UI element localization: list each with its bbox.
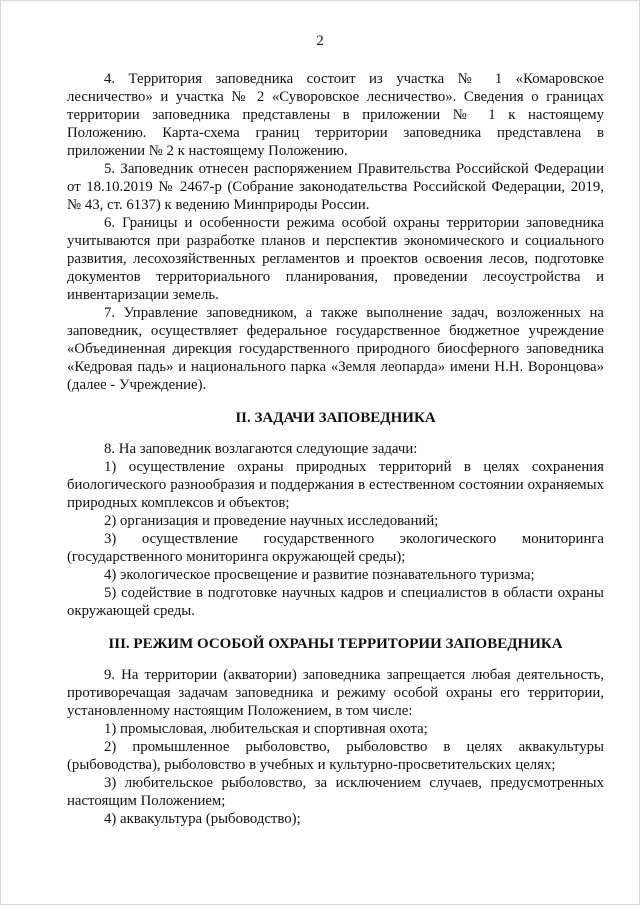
page-number: 2 — [316, 33, 324, 49]
paragraph-6: 6. Границы и особенности режима особой охраны территории заповедника учитываются при разработке планов и перспектив экономического и социального развития, лесохозяйственных регламентов и проектов освоения лесов, подготовке документов территориального планирования, проведении лесоустройства и инвентаризации земель. — [67, 215, 604, 303]
paragraph-4: 4. Территория заповедника состоит из участка № 1 «Комаровское лесничество» и участка № 2 «Суворовское лесничество». Сведения о границах территории заповедника представлены в приложении № 1 к настоящему Положению. Карта-схема границ территории заповедника представлена в приложении № 2 к настоящему Положению. — [67, 71, 604, 159]
task-item-5: 5) содействие в подготовке научных кадров и специалистов в области охраны окружающей среды. — [67, 585, 604, 619]
prohibition-item-4: 4) аквакультура (рыбоводство); — [104, 811, 301, 827]
paragraph-9: 9. На территории (акватории) заповедника запрещается любая деятельность, противоречащая задачам заповедника и режиму особой охраны его территории, установленному настоящим Положением, в том числе: — [67, 667, 604, 719]
paragraph-7: 7. Управление заповедником, а также выполнение задач, возложенных на заповедник, осуществляет федеральное государственное бюджетное учреждение «Объединенная дирекция государственного природного биосферного заповедника «Кедровая падь» и национального парка «Земля леопарда» имени Н.Н. Воронцова» (далее - Учреждение). — [67, 305, 604, 393]
document-body — [67, 70, 604, 828]
prohibition-item-2: 2) промышленное рыболовство, рыболовство в целях аквакультуры (рыбоводства), рыболовство в учебных и культурно-просветительских целях; — [67, 739, 604, 773]
task-item-1: 1) осуществление охраны природных территорий в целях сохранения биологического разнообразия и поддержания в естественном состоянии охраняемых природных комплексов и объектов; — [67, 459, 604, 511]
paragraph-8: 8. На заповедник возлагаются следующие задачи: — [104, 441, 418, 457]
task-item-3: 3) осуществление государственного экологического мониторинга (государственного мониторинга окружающей среды); — [67, 531, 604, 565]
paragraph-5: 5. Заповедник отнесен распоряжением Правительства Российской Федерации от 18.10.2019 № 2467-р (Собрание законодательства Российской Федерации, 2019, № 43, ст. 6137) к ведению Минприроды России. — [67, 161, 604, 213]
task-item-2: 2) организация и проведение научных исследований; — [104, 513, 439, 529]
prohibition-item-1: 1) промысловая, любительская и спортивная охота; — [104, 721, 428, 737]
task-item-4: 4) экологическое просвещение и развитие познавательного туризма; — [104, 567, 535, 583]
section-heading-regime: III. РЕЖИМ ОСОБОЙ ОХРАНЫ ТЕРРИТОРИИ ЗАПОВЕДНИКА — [108, 636, 563, 652]
section-heading-tasks: II. ЗАДАЧИ ЗАПОВЕДНИКА — [235, 410, 436, 426]
prohibition-item-3: 3) любительское рыболовство, за исключением случаев, предусмотренных настоящим Положением; — [67, 775, 604, 809]
